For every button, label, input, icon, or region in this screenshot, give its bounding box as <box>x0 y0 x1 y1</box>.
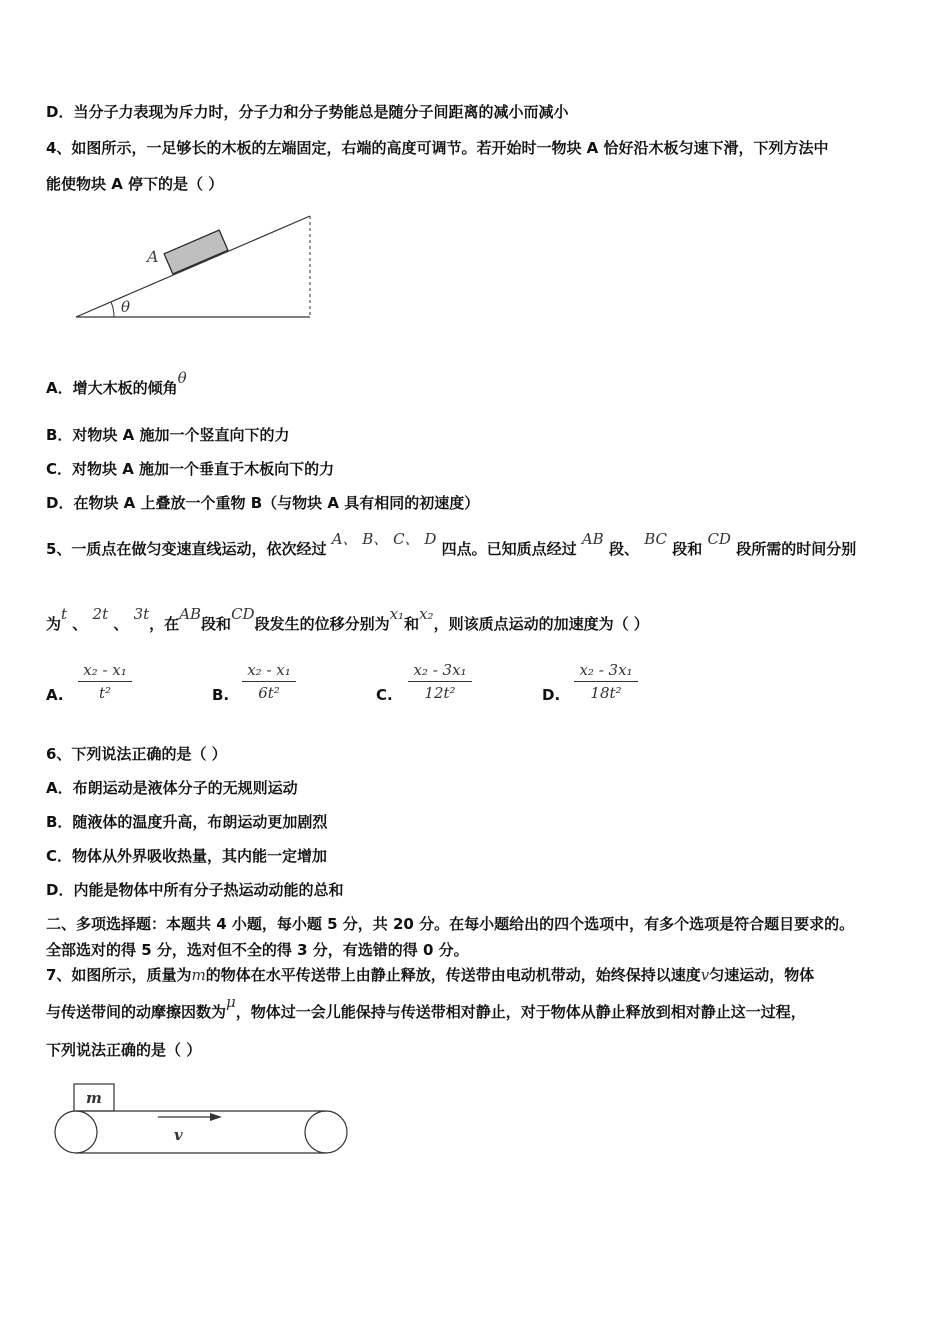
fraction <box>78 660 132 703</box>
q4-option-c: C．对物块 A 施加一个垂直于木板向下的力 <box>46 460 335 478</box>
fraction <box>408 660 472 703</box>
fraction-bar <box>574 681 638 682</box>
fraction <box>242 660 296 703</box>
time-t: t <box>61 605 68 623</box>
left-pulley <box>55 1111 97 1153</box>
segment-bc: BC <box>644 530 667 548</box>
option-label: C. <box>376 686 393 704</box>
q5-text: 段和 <box>672 540 703 558</box>
q7-text: 的物体在水平传送带上由静止释放，传送带由电动机带动，始终保持以速度 <box>205 966 701 984</box>
segment-ab: AB <box>581 530 604 548</box>
segment-ab: AB <box>179 605 202 623</box>
q5-points: A、 B、 C、 D <box>331 530 437 548</box>
q4-option-d: D．在物块 A 上叠放一个重物 B（与物块 A 具有相同的初速度） <box>46 494 480 512</box>
block-m-label: m <box>86 1089 102 1107</box>
incline-figure <box>70 210 320 322</box>
q7-text: ，物体过一会儿能保持与传送带相对静止，对于物体从静止释放到相对静止这一过程， <box>235 1003 806 1021</box>
numerator: x₂ - 3x₁ <box>413 661 467 679</box>
fraction-bar <box>78 681 132 682</box>
q5-text: 5、一质点在做匀变速直线运动，依次经过 <box>46 540 327 558</box>
q5-stem-line1 <box>46 530 857 560</box>
velocity-label: v <box>174 1126 183 1144</box>
q6-option-b: B．随液体的温度升高，布朗运动更加剧烈 <box>46 813 328 831</box>
q5-stem-line2 <box>46 605 649 635</box>
denominator: 12t² <box>424 684 456 702</box>
q5-text: 和 <box>404 615 420 633</box>
section2-heading-line1: 二、多项选择题：本题共 4 小题，每小题 5 分，共 20 分。在每小题给出的四个选项中，有多个选项是符合题目要求的。 <box>46 915 855 933</box>
q5-text: 段所需的时间分别 <box>736 540 857 558</box>
fraction-bar <box>408 681 472 682</box>
segment-cd: CD <box>707 530 731 548</box>
fraction-bar <box>242 681 296 682</box>
time-3t: 3t <box>133 605 150 623</box>
q5-text: 为 <box>46 615 62 633</box>
q5-text: 段发生的位移分别为 <box>254 615 390 633</box>
fraction <box>574 660 638 703</box>
time-2t: 2t <box>92 605 109 623</box>
q5-text: 、 <box>72 615 88 633</box>
q7-text: 匀速运动，物体 <box>709 966 815 984</box>
q4-stem-line2: 能使物块 A 停下的是（ ） <box>46 175 224 193</box>
angle-theta-label: θ <box>121 298 131 316</box>
mass-symbol: m <box>191 966 206 984</box>
section2-heading-line2: 全部选对的得 5 分，选对但不全的得 3 分，有选错的得 0 分。 <box>46 941 469 959</box>
q5-options <box>46 660 746 720</box>
q7-stem-line3: 下列说法正确的是（ ） <box>46 1041 202 1059</box>
numerator: x₂ - 3x₁ <box>579 661 633 679</box>
denominator: 18t² <box>590 684 622 702</box>
option-label: B. <box>212 686 230 704</box>
q4-option-b: B．对物块 A 施加一个竖直向下的力 <box>46 426 290 444</box>
q5-text: ，则该质点运动的加速度为（ ） <box>433 615 649 633</box>
mu-symbol: μ <box>226 993 236 1011</box>
q6-option-a: A．布朗运动是液体分子的无规则运动 <box>46 779 298 797</box>
q4-option-a <box>46 369 187 399</box>
right-pulley <box>305 1111 347 1153</box>
angle-arc <box>111 302 114 317</box>
displacement-x2: x₂ <box>419 605 434 623</box>
q7-text: 与传送带间的动摩擦因数为 <box>46 1003 227 1021</box>
q4-option-a-text: A．增大木板的倾角 <box>46 379 178 397</box>
velocity-symbol: v <box>700 966 710 984</box>
q5-text: 、 <box>113 615 129 633</box>
q7-stem-line1 <box>46 964 814 986</box>
denominator: 6t² <box>258 684 280 702</box>
q3-option-d: D．当分子力表现为斥力时，分子力和分子势能总是随分子间距离的减小而减小 <box>46 103 569 121</box>
q6-option-c: C．物体从外界吸收热量，其内能一定增加 <box>46 847 328 865</box>
q5-text: 四点。已知质点经过 <box>441 540 577 558</box>
q5-text: 段、 <box>608 540 639 558</box>
q6-option-d: D．内能是物体中所有分子热运动动能的总和 <box>46 881 344 899</box>
block-a-label: A <box>147 247 159 266</box>
velocity-arrowhead <box>210 1113 222 1121</box>
q6-stem: 6、下列说法正确的是（ ） <box>46 745 227 763</box>
theta-symbol: θ <box>177 369 187 387</box>
displacement-x1: x₁ <box>389 605 405 623</box>
block-a <box>164 230 228 274</box>
q7-stem-line2 <box>46 993 806 1023</box>
incline-board <box>76 216 310 317</box>
q5-text: ，在 <box>149 615 180 633</box>
option-label: A. <box>46 686 64 704</box>
numerator: x₂ - x₁ <box>247 661 291 679</box>
denominator: t² <box>98 684 112 702</box>
q7-text: 7、如图所示，质量为 <box>46 966 192 984</box>
option-label: D. <box>542 686 561 704</box>
numerator: x₂ - x₁ <box>83 661 127 679</box>
segment-cd: CD <box>231 605 255 623</box>
conveyor-figure <box>50 1080 355 1160</box>
q5-text: 段和 <box>201 615 232 633</box>
q4-stem-line1: 4、如图所示，一足够长的木板的左端固定，右端的高度可调节。若开始时一物块 A 恰好沿木板匀速下滑，下列方法中 <box>46 139 829 157</box>
